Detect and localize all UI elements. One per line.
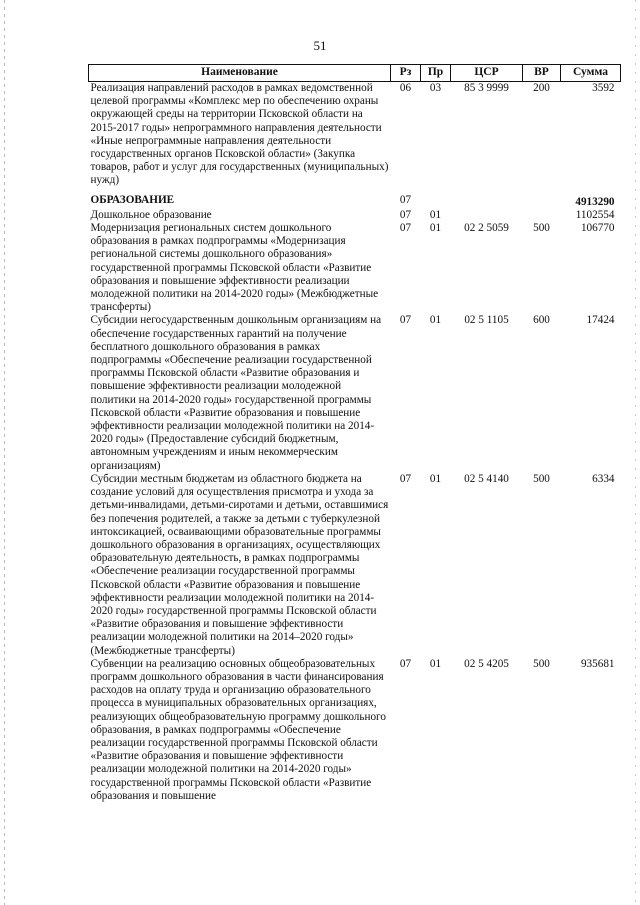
row-sum: 1102554 [575,208,615,221]
row-vr [523,209,561,222]
row-sum: 935681 [580,657,615,670]
row-pr: 01 [429,222,442,235]
header-csr: ЦСР [451,65,523,82]
table-header-row [89,65,621,82]
scan-edge-left [4,0,5,905]
row-name: ОБРАЗОВАНИЕ [90,193,175,206]
table-row [89,222,621,314]
row-vr: 500 [533,222,550,235]
row-name: Субсидии негосударственным дошкольным организациям на обеспечение государственных гарантий на получение бесплатного дошкольного образования в рамках подпрограммы «Обеспечение реализации государственной программы Псковской области «Развитие образования и повышение эффективности реализации молодежной политики на 2014-2020 годы» государственной программы Псковской области «Развитие образования и повышение эффективности реализации молодежной политики на 2014-2020 годы» (Предоставление субсидий бюджетным, автономным учреждениям и иным некоммерческим организациям) [90,314,382,472]
table-row [89,82,621,188]
table-row [89,314,621,472]
row-rz: 07 [399,222,412,235]
table-row-section [89,188,621,209]
row-csr [451,188,523,209]
row-name: Реализация направлений расходов в рамках ведомственной целевой программы «Комплекс мер по обеспечению охраны окружающей среды на территории Псковской области на 2015-2017 годы» непрограммного направления деятельности «Иные непрограммные направления деятельности государственных органов Псковской области» (Закупка товаров, работ и услуг для государственных (муниципальных) нужд) [90,82,389,187]
row-rz: 07 [399,657,412,670]
table-row [89,473,621,658]
header-vr: ВР [523,65,561,82]
budget-table [88,64,621,803]
row-csr [451,209,523,222]
scan-edge-right [635,0,636,905]
row-sum: 106770 [580,222,615,235]
row-csr: 02 2 5059 [464,222,509,235]
row-rz: 07 [399,314,412,327]
row-rz: 07 [399,472,412,485]
row-pr: 01 [429,314,442,327]
row-pr: 01 [429,208,442,221]
row-vr: 500 [533,472,550,485]
row-name: Субсидии местным бюджетам из областного бюджета на создание условий для осуществления присмотра и ухода за детьми-инвалидами, детьми-сиротами и детьми, оставшимися без попечения родителей, а также за детьми с туберкулезной интоксикацией, осваивающими образовательные программы дошкольного образования в организациях, осуществляющих образовательную деятельность, в рамках подпрограммы «Обеспечение реализации государственной программы Псковской области «Развитие образования и повышение эффективности реализации молодежной политики на 2014-2020 годы» государственной программы Псковской области «Развитие образования и повышение эффективности реализации молодежной политики на 2014–2020 годы» (Межбюджетные трансферты) [90,472,389,657]
row-vr: 200 [533,82,550,94]
row-csr: 02 5 1105 [464,314,509,327]
row-rz: 07 [399,208,412,221]
row-name: Субвенции на реализацию основных общеобразовательных программ дошкольного образования в части финансирования расходов на оплату труда и организацию образовательного процесса в муниципальных образовательных организациях, реализующих общеобразовательную программу дошкольного образования, в рамках подпрограммы «Обеспечение реализации государственной программы Псковской области «Развитие образования и повышение эффективности реализации молодежной политики на 2014-2020 годы» государственной программы Псковской области «Развитие образования и повышение [90,657,386,802]
header-name: Наименование [89,65,391,82]
row-rz: 06 [399,82,412,94]
row-name: Дошкольное образование [90,208,212,221]
row-sum: 6334 [592,472,615,485]
row-pr: 03 [429,82,442,94]
row-sum: 4913290 [575,195,615,208]
row-pr [421,188,451,209]
row-vr: 600 [533,314,550,327]
header-rz: Рз [391,65,421,82]
row-vr [523,188,561,209]
row-name: Модернизация региональных систем дошкольного образования в рамках подпрограммы «Модернизация региональной системы дошкольного образования» государственной программы Псковской области «Развитие образования и повышение эффективности реализации молодежной политики на 2014-2020 годы» (Межбюджетные трансферты) [90,222,379,314]
row-sum: 3592 [592,82,615,94]
row-pr: 01 [429,472,442,485]
row-csr: 02 5 4140 [464,472,509,485]
row-rz: 07 [399,193,412,206]
row-sum: 17424 [586,314,615,327]
header-pr: Пр [421,65,451,82]
table-row [89,658,621,803]
row-csr: 85 3 9999 [464,82,509,94]
page-number: 51 [313,38,327,53]
row-pr: 01 [429,657,442,670]
row-vr: 500 [533,657,550,670]
header-sum: Сумма [561,65,621,82]
row-csr: 02 5 4205 [464,657,509,670]
table-row [89,209,621,222]
